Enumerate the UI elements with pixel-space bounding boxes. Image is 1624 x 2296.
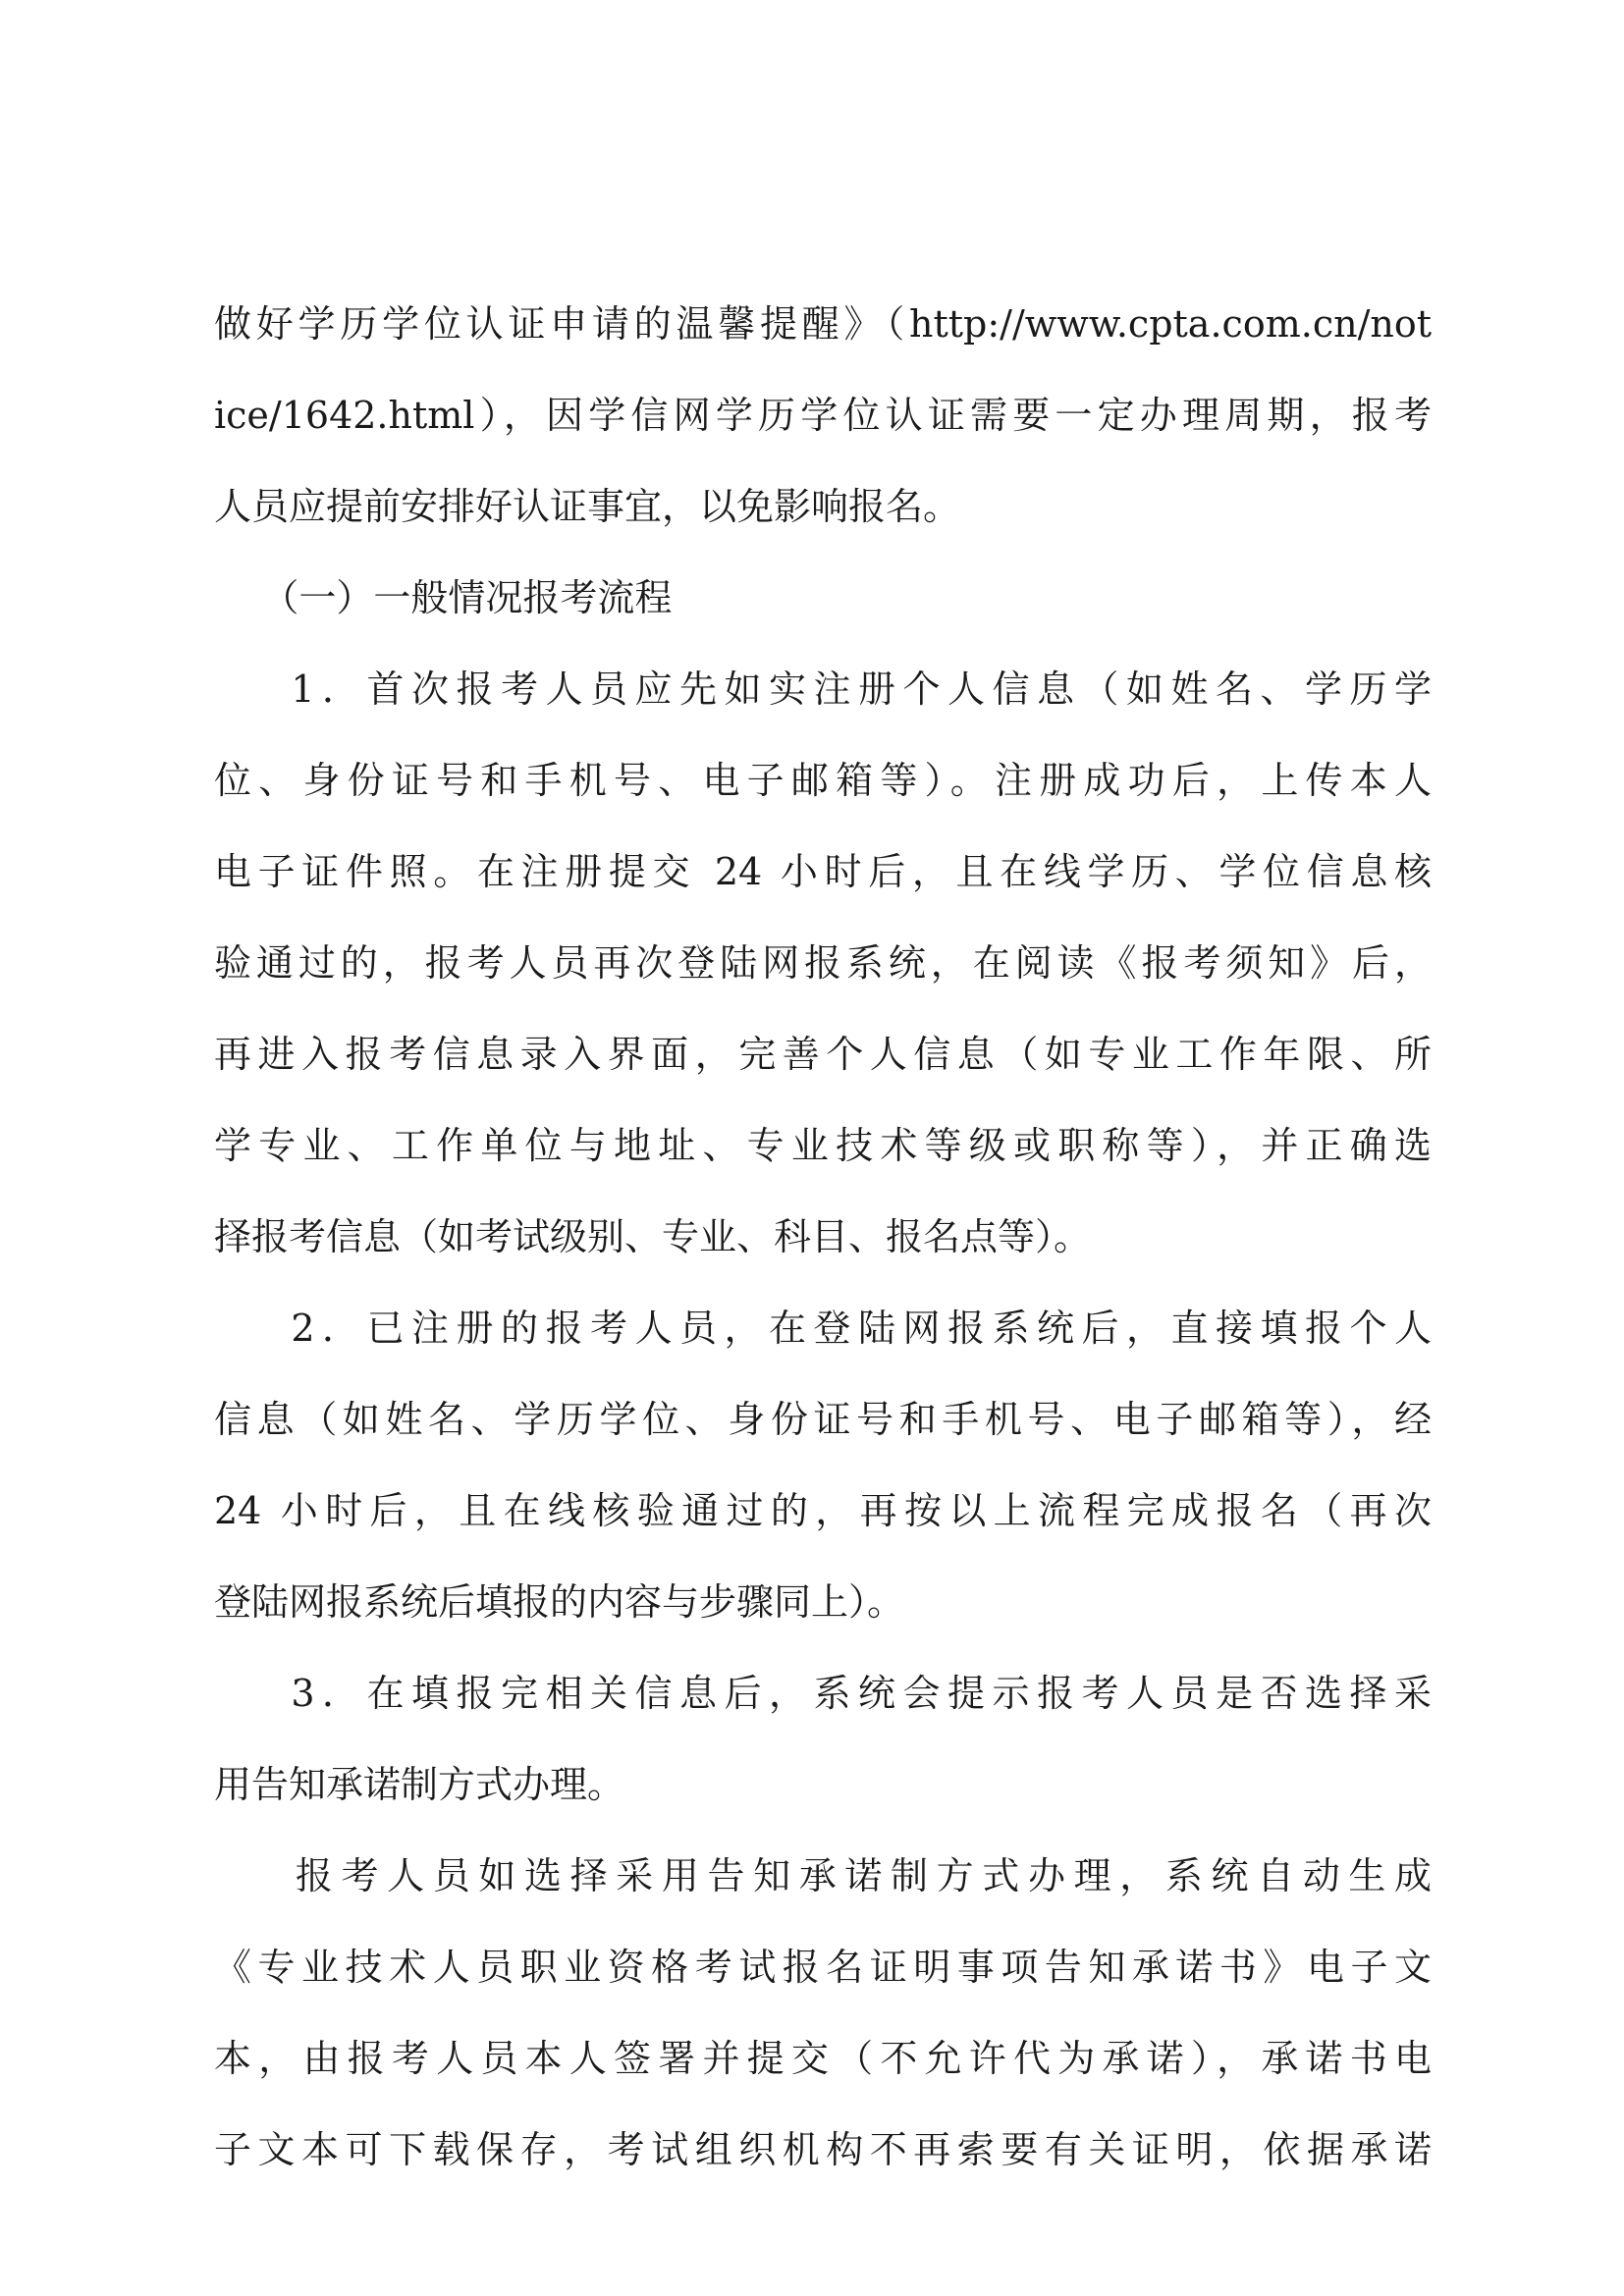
text-line: ice/1642.html），因学信网学历学位认证需要一定办理周期，报考 bbox=[214, 394, 1432, 437]
text-line: 《专业技术人员职业资格考试报名证明事项告知承诺书》电子文 bbox=[214, 1946, 1432, 1989]
text-line: 登陆网报系统后填报的内容与步骤同上）。 bbox=[214, 1580, 905, 1624]
text-line: 人员应提前安排好认证事宜，以免影响报名。 bbox=[214, 485, 961, 528]
text-line: 用告知承诺制方式办理。 bbox=[214, 1763, 625, 1806]
text-line: 本，由报考人员本人签署并提交（不允许代为承诺），承诺书电 bbox=[214, 2037, 1432, 2080]
text-line: 报考人员如选择采用告知承诺制方式办理，系统自动生成 bbox=[214, 1854, 1432, 1897]
text-line: 3．在填报完相关信息后，系统会提示报考人员是否选择采 bbox=[214, 1672, 1432, 1715]
text-line: 学专业、工作单位与地址、专业技术等级或职称等），并正确选 bbox=[214, 1124, 1432, 1167]
text-line: 信息（如姓名、学历学位、身份证号和手机号、电子邮箱等），经 bbox=[214, 1398, 1432, 1441]
text-line: 电子证件照。在注册提交 24 小时后，且在线学历、学位信息核 bbox=[214, 850, 1432, 893]
text-line: 2．已注册的报考人员，在登陆网报系统后，直接填报个人 bbox=[214, 1307, 1432, 1350]
text-line: 验通过的，报考人员再次登陆网报系统，在阅读《报考须知》后， bbox=[214, 941, 1432, 985]
text-line: 1．首次报考人员应先如实注册个人信息（如姓名、学历学 bbox=[214, 667, 1432, 711]
text-line: 再进入报考信息录入界面，完善个人信息（如专业工作年限、所 bbox=[214, 1033, 1432, 1076]
text-line: 择报考信息（如考试级别、专业、科目、报名点等）。 bbox=[214, 1215, 1092, 1258]
section-heading: （一）一般情况报考流程 bbox=[214, 576, 673, 619]
text-line: 子文本可下载保存，考试组织机构不再索要有关证明，依据承诺 bbox=[214, 2128, 1432, 2171]
text-line: 位、身份证号和手机号、电子邮箱等）。注册成功后，上传本人 bbox=[214, 759, 1432, 802]
text-line: 24 小时后，且在线核验通过的，再按以上流程完成报名（再次 bbox=[214, 1489, 1432, 1532]
text-line: 做好学历学位认证申请的温馨提醒》（http://www.cpta.com.cn/not bbox=[214, 302, 1432, 346]
